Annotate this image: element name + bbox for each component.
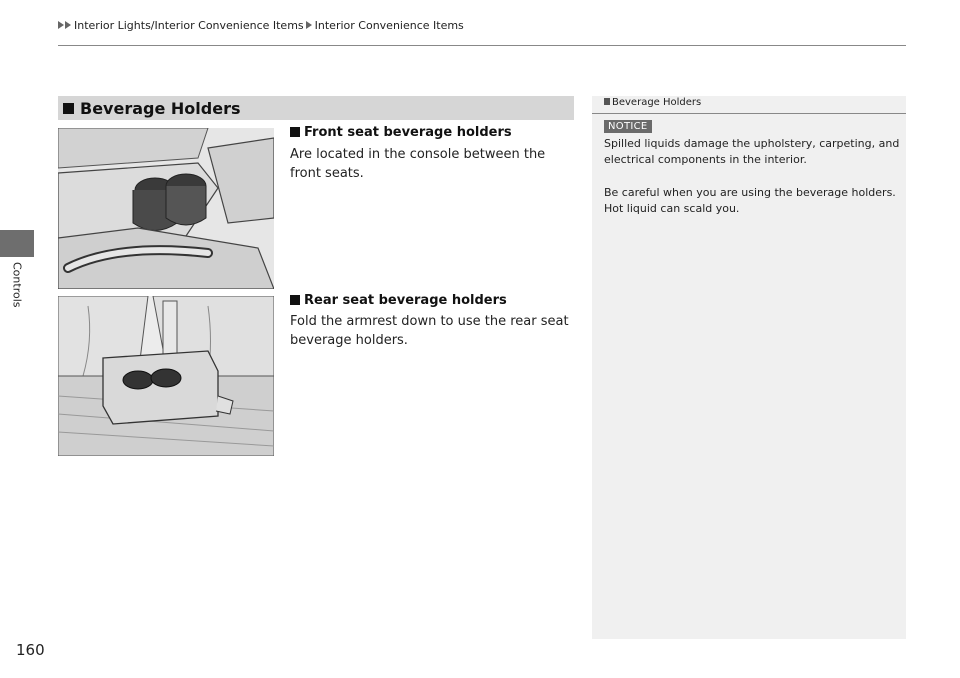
note-divider: [592, 113, 906, 114]
square-bullet-icon: [290, 295, 300, 305]
rear-holders-text: Fold the armrest down to use the rear seat beverage holders.: [290, 314, 569, 348]
front-holders-heading: Front seat beverage holders: [290, 125, 512, 140]
square-bullet-icon: [290, 127, 300, 137]
front-holders-text: Are located in the console between the front seats.: [290, 147, 546, 181]
breadcrumb-arrow-icon: [306, 21, 312, 29]
square-bullet-icon: [63, 103, 74, 114]
breadcrumb-item[interactable]: Interior Convenience Items: [314, 19, 464, 32]
breadcrumb-arrow-icon: [65, 21, 71, 29]
breadcrumb-arrow-icon: [58, 21, 64, 29]
section-title-bar: [58, 96, 574, 120]
rear-holders-heading: Rear seat beverage holders: [290, 293, 507, 308]
reference-marker-icon: [604, 98, 610, 105]
note-paragraph: Spilled liquids damage the upholstery, carpeting, and electrical components in the interior.: [604, 137, 900, 166]
chapter-label: Controls: [10, 262, 24, 308]
chapter-tab: [0, 230, 34, 257]
front-console-illustration: [58, 128, 274, 289]
note-title: Beverage Holders: [604, 97, 701, 108]
page-number: 160: [16, 641, 45, 659]
breadcrumb: [58, 19, 466, 32]
note-panel: [592, 96, 906, 639]
section-title: Beverage Holders: [80, 98, 241, 118]
notice-badge: NOTICE: [604, 120, 652, 133]
rear-armrest-illustration: [58, 296, 274, 456]
breadcrumb-item[interactable]: Interior Lights/Interior Convenience Items: [74, 19, 304, 32]
note-paragraph: Be careful when you are using the beverage holders. Hot liquid can scald you.: [604, 186, 896, 215]
header-divider: [58, 45, 906, 46]
